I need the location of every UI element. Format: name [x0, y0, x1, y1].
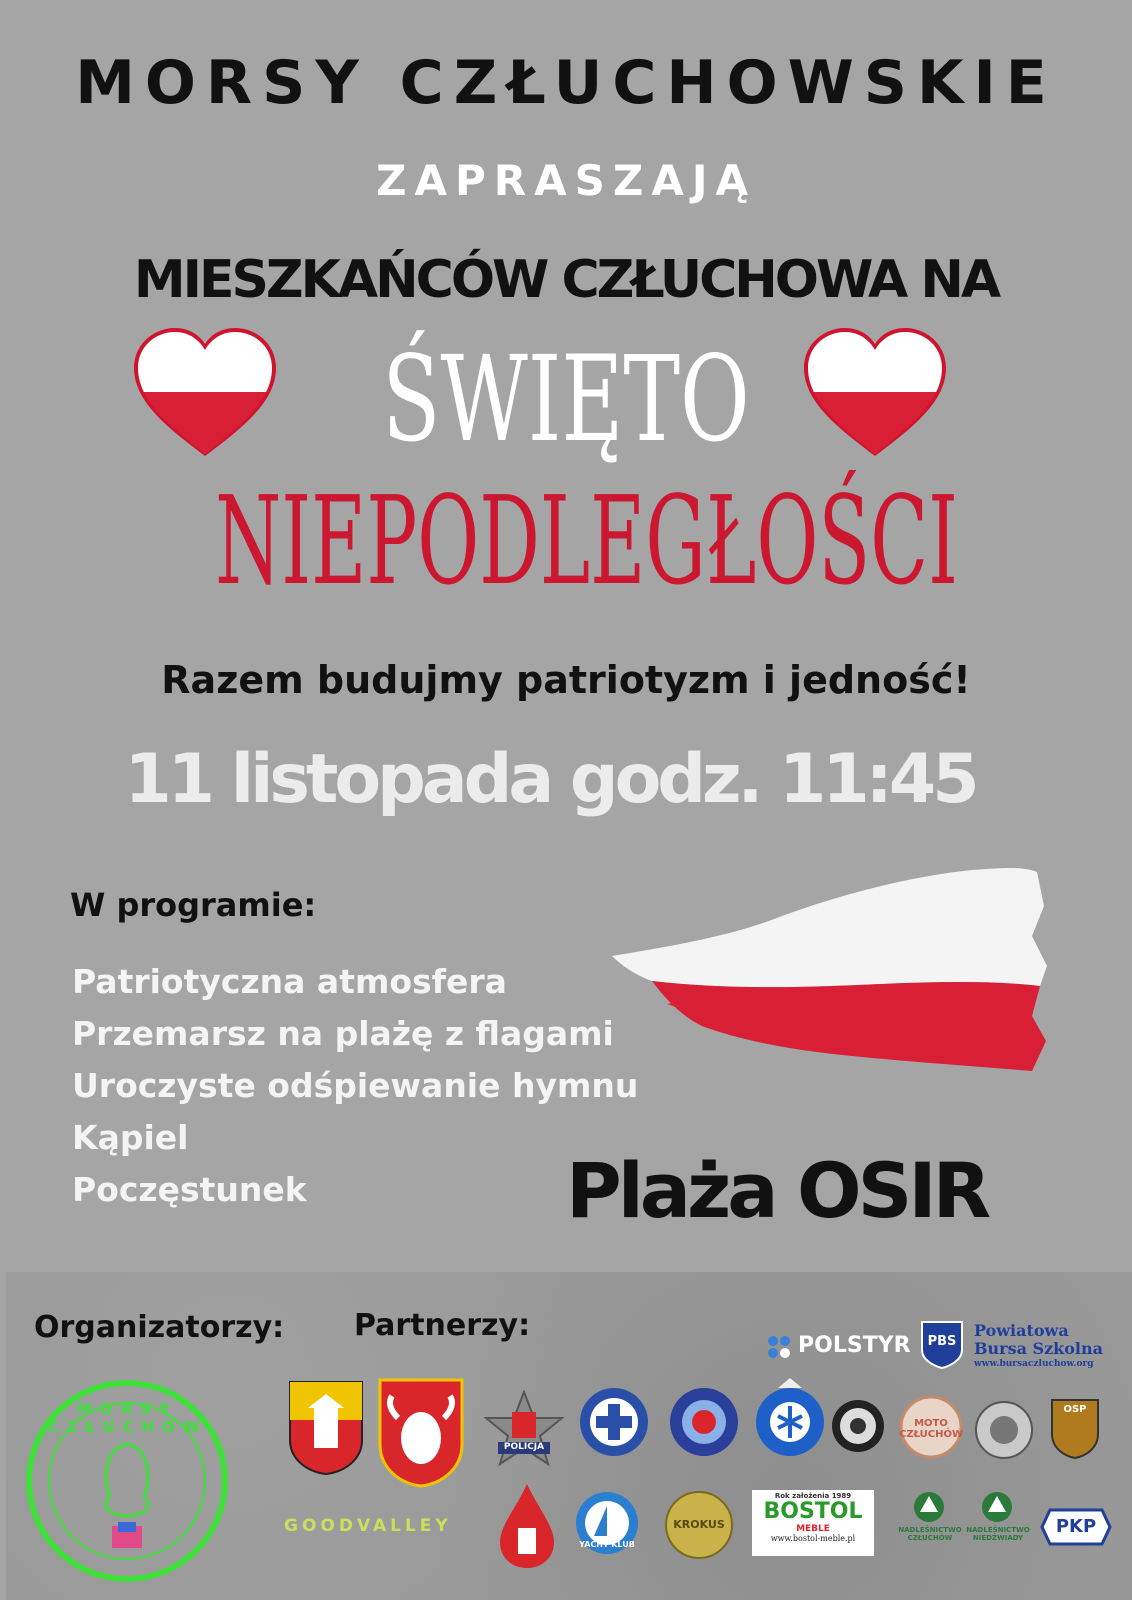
zakamba-rescue-icon — [752, 1376, 828, 1460]
event-title-swieto: ŚWIĘTO — [382, 330, 750, 468]
krokus-label: KROKUS — [673, 1518, 725, 1531]
pbs-url: www.bursaczluchow.org — [974, 1359, 1094, 1369]
bostol-url: www.bostol-meble.pl — [770, 1534, 856, 1543]
polstyr-logo: POLSTYR — [798, 1333, 911, 1358]
county-crest-bull — [378, 1378, 464, 1488]
pkp-label: PKP — [1055, 1516, 1097, 1537]
program-item: Przemarsz na plażę z flagami — [72, 1014, 614, 1053]
polstyr-icon — [766, 1334, 792, 1360]
police-star-icon — [484, 1390, 564, 1470]
polish-flag-brush-icon — [612, 866, 1062, 1086]
blood-drop-icon — [498, 1482, 556, 1570]
rescue-cross-icon — [578, 1386, 650, 1458]
association-circle-icon — [974, 1400, 1034, 1460]
morsy-logo-text: MORSY CZŁUCHÓW — [47, 1400, 208, 1436]
pbs-line2: Bursa Szkolna — [974, 1339, 1104, 1358]
medical-rescue-icon — [668, 1386, 740, 1458]
event-date: 11 listopada godz. 11:45 — [124, 740, 976, 819]
program-item: Kąpiel — [72, 1118, 189, 1157]
program-list — [72, 956, 638, 1216]
pbs-short: PBS — [927, 1334, 957, 1349]
program-item: Uroczyste odśpiewanie hymnu — [72, 1066, 639, 1105]
bostol-sub: MEBLE — [796, 1524, 830, 1534]
program-item: Patriotyczna atmosfera — [72, 962, 507, 1001]
program-item: Poczęstunek — [72, 1170, 307, 1209]
nadlesnictwo-niedzwiady: NADLEŚNICTWO NIEDŹWIADY — [966, 1526, 1030, 1542]
pbs-name — [974, 1322, 1103, 1370]
pbs-line1: Powiatowa — [974, 1321, 1069, 1340]
header-residents: MIESZKAŃCÓW CZŁUCHOWA NA — [133, 250, 999, 310]
osp-label: OSP — [1063, 1404, 1087, 1415]
event-title-niepodleglosci: NIEPODLEGŁOŚCI — [215, 470, 958, 612]
event-motto: Razem budujmy patriotyzm i jedność! — [161, 658, 971, 702]
club-circle-icon — [830, 1398, 886, 1454]
organizers-label: Organizatorzy: — [34, 1310, 285, 1345]
nadlesnictwo-czluchow: NADLEŚNICTWO CZŁUCHÓW — [898, 1526, 962, 1542]
moto-label: MOTO CZŁUCHÓW — [898, 1418, 963, 1440]
header-invite: ZAPRASZAJĄ — [376, 156, 756, 205]
forest-service-icon — [980, 1490, 1014, 1524]
program-title: W programie: — [70, 886, 317, 924]
forest-service-icon — [912, 1490, 946, 1524]
header-organizer: MORSY CZŁUCHOWSKIE — [75, 48, 1057, 118]
partners-label: Partnerzy: — [354, 1308, 531, 1343]
bostol-name: BOSTOL — [763, 1499, 863, 1524]
czluchow-city-crest — [288, 1380, 364, 1476]
yacht-label: YACHT KLUB — [579, 1540, 635, 1549]
police-label: POLICJA — [503, 1442, 545, 1452]
goodvalley-logo: GOODVALLEY — [284, 1516, 452, 1536]
bostol-since: Rok założenia 1989 — [774, 1492, 852, 1500]
bostol-logo — [752, 1490, 874, 1556]
event-location: Plaża OSIR — [566, 1146, 988, 1235]
